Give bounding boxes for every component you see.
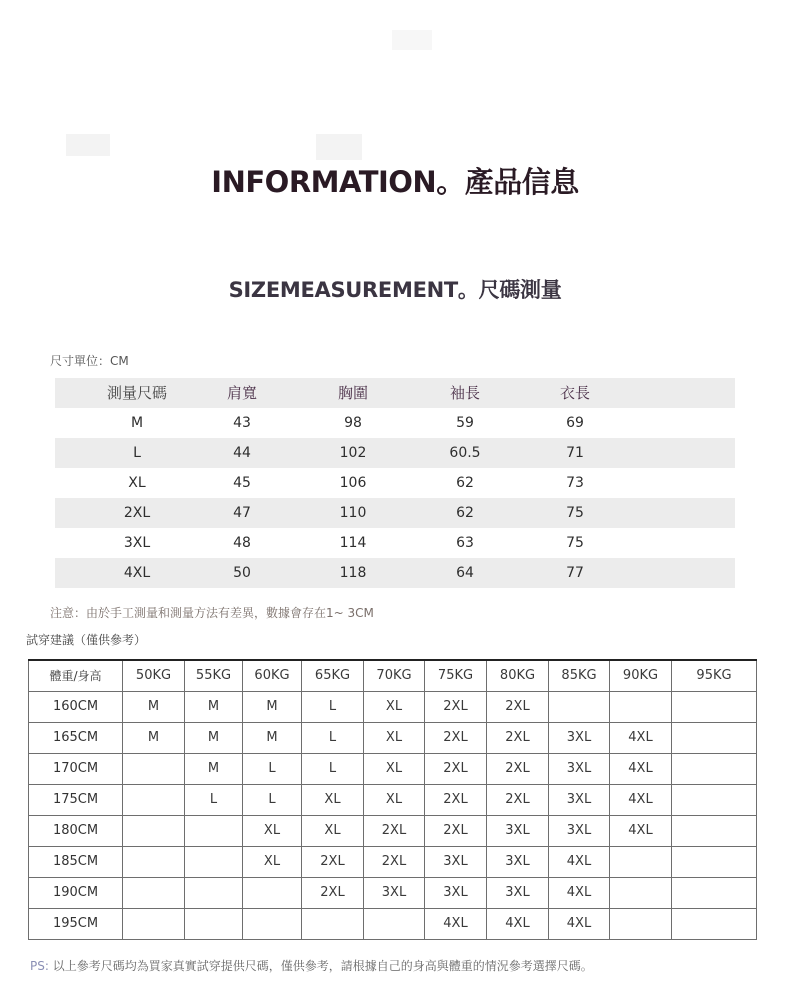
size-suggestion-cell: 3XL	[549, 784, 610, 815]
fit-suggestion-title: 試穿建議（僅供參考）	[26, 633, 147, 647]
size-suggestion-cell	[123, 815, 185, 846]
size-suggestion-cell: 2XL	[425, 815, 487, 846]
size-cell: 69	[566, 415, 584, 431]
size-suggestion-cell	[672, 908, 757, 939]
size-suggestion-cell: 2XL	[487, 753, 549, 784]
size-suggestion-cell: XL	[302, 815, 364, 846]
size-suggestion-cell: L	[185, 784, 243, 815]
fit-table-header	[29, 660, 757, 691]
size-suggestion-cell: 2XL	[425, 784, 487, 815]
size-suggestion-cell: XL	[243, 846, 302, 877]
measurement-note: 注意：由於手工測量和測量方法有差異，數據會存在1~ 3CM	[50, 606, 374, 620]
size-suggestion-cell: 3XL	[549, 815, 610, 846]
height-cell: 180CM	[29, 815, 123, 846]
fit-table-row	[29, 691, 757, 722]
size-suggestion-cell: 3XL	[549, 722, 610, 753]
height-cell: 185CM	[29, 846, 123, 877]
size-suggestion-cell	[123, 846, 185, 877]
size-table-header	[55, 378, 735, 408]
weight-header-cell: 65KG	[302, 660, 364, 691]
weight-header-cell: 55KG	[185, 660, 243, 691]
weight-header-cell: 90KG	[610, 660, 672, 691]
size-cell: L	[133, 445, 141, 461]
size-cell: 43	[233, 415, 251, 431]
weight-header-cell: 70KG	[364, 660, 425, 691]
size-suggestion-cell: 3XL	[549, 753, 610, 784]
size-suggestion-cell: 4XL	[549, 846, 610, 877]
size-suggestion-cell	[672, 846, 757, 877]
size-cell: 71	[566, 445, 584, 461]
height-cell: 170CM	[29, 753, 123, 784]
fit-table-row	[29, 784, 757, 815]
size-suggestion-cell	[185, 908, 243, 939]
size-cell: 118	[339, 565, 367, 581]
size-suggestion-cell: XL	[364, 722, 425, 753]
size-cell: 98	[344, 415, 362, 431]
size-suggestion-cell: L	[302, 691, 364, 722]
size-cell: 62	[456, 505, 474, 521]
size-cell: M	[130, 415, 144, 431]
weight-header-cell: 75KG	[425, 660, 487, 691]
fit-table-row	[29, 908, 757, 939]
size-suggestion-cell: 4XL	[549, 877, 610, 908]
size-suggestion-cell	[672, 815, 757, 846]
size-suggestion-cell: 3XL	[487, 815, 549, 846]
size-suggestion-cell	[610, 846, 672, 877]
size-suggestion-cell: 2XL	[425, 753, 487, 784]
size-suggestion-cell: 3XL	[425, 846, 487, 877]
faded-artifact	[66, 134, 110, 156]
size-suggestion-cell	[243, 877, 302, 908]
size-table-row	[55, 468, 735, 498]
size-cell: 3XL	[123, 535, 151, 551]
size-cell: 48	[233, 535, 251, 551]
size-header-cell: 胸圍	[337, 384, 368, 402]
size-table-row	[55, 438, 735, 468]
fit-table-row	[29, 877, 757, 908]
size-measurement-table	[55, 378, 735, 588]
size-suggestion-cell: M	[185, 691, 243, 722]
size-suggestion-cell: 3XL	[425, 877, 487, 908]
size-suggestion-cell	[123, 753, 185, 784]
size-header-cell: 袖長	[449, 384, 480, 402]
size-suggestion-cell: 2XL	[364, 846, 425, 877]
size-suggestion-cell: 2XL	[364, 815, 425, 846]
size-cell: 63	[456, 535, 474, 551]
size-suggestion-cell: M	[185, 722, 243, 753]
fit-table-row	[29, 722, 757, 753]
size-header-cell: 衣長	[559, 384, 590, 402]
size-suggestion-cell	[672, 753, 757, 784]
size-suggestion-cell: 4XL	[549, 908, 610, 939]
size-cell: 75	[566, 505, 584, 521]
size-suggestion-cell: M	[243, 691, 302, 722]
size-cell: 44	[233, 445, 251, 461]
size-cell: 114	[339, 535, 367, 551]
size-suggestion-cell: 2XL	[302, 846, 364, 877]
size-suggestion-cell	[123, 877, 185, 908]
fit-table-row	[29, 846, 757, 877]
size-cell: 64	[456, 565, 474, 581]
weight-header-cell: 85KG	[549, 660, 610, 691]
size-suggestion-cell: XL	[364, 691, 425, 722]
weight-header-cell: 80KG	[487, 660, 549, 691]
size-table-row	[55, 528, 735, 558]
size-cell: 50	[233, 565, 251, 581]
size-suggestion-cell: XL	[243, 815, 302, 846]
size-suggestion-cell: 2XL	[425, 722, 487, 753]
size-suggestion-cell	[185, 877, 243, 908]
size-suggestion-cell	[123, 908, 185, 939]
size-cell: 47	[233, 505, 251, 521]
fit-suggestion-table	[28, 659, 757, 940]
faded-artifact	[392, 30, 432, 50]
size-cell: 73	[566, 475, 584, 491]
size-cell: 75	[566, 535, 584, 551]
height-cell: 195CM	[29, 908, 123, 939]
page-title: INFORMATION。產品信息	[211, 165, 579, 199]
weight-header-cell: 50KG	[123, 660, 185, 691]
size-cell: 45	[233, 475, 251, 491]
size-header-cell: 肩寬	[226, 384, 257, 402]
size-suggestion-cell: 4XL	[610, 753, 672, 784]
size-suggestion-cell: 2XL	[487, 691, 549, 722]
size-suggestion-cell	[364, 908, 425, 939]
size-suggestion-cell	[672, 784, 757, 815]
size-suggestion-cell	[672, 691, 757, 722]
size-suggestion-cell: L	[243, 784, 302, 815]
size-suggestion-cell: L	[302, 722, 364, 753]
size-suggestion-cell: 4XL	[610, 784, 672, 815]
size-suggestion-cell: 2XL	[487, 722, 549, 753]
size-cell: 106	[339, 475, 367, 491]
fit-corner-cell: 體重/身高	[29, 660, 123, 691]
size-table-row	[55, 498, 735, 528]
size-suggestion-cell: 2XL	[302, 877, 364, 908]
size-suggestion-cell: 2XL	[487, 784, 549, 815]
height-cell: 175CM	[29, 784, 123, 815]
unit-label: 尺寸單位：CM	[50, 354, 129, 368]
size-suggestion-cell: M	[243, 722, 302, 753]
size-suggestion-cell: 3XL	[487, 846, 549, 877]
size-cell: 2XL	[123, 505, 151, 521]
size-cell: 59	[456, 415, 474, 431]
size-suggestion-cell: XL	[364, 784, 425, 815]
size-suggestion-cell	[610, 877, 672, 908]
size-suggestion-cell: M	[185, 753, 243, 784]
section-subtitle: SIZEMEASUREMENT。尺碼測量	[228, 278, 562, 302]
size-suggestion-cell	[672, 722, 757, 753]
size-suggestion-cell: 4XL	[610, 722, 672, 753]
size-suggestion-cell: M	[123, 691, 185, 722]
size-suggestion-cell: 3XL	[487, 877, 549, 908]
height-cell: 165CM	[29, 722, 123, 753]
size-suggestion-cell	[302, 908, 364, 939]
size-suggestion-cell	[672, 877, 757, 908]
size-suggestion-cell: 4XL	[425, 908, 487, 939]
size-cell: 77	[566, 565, 584, 581]
size-cell: XL	[128, 475, 146, 491]
size-suggestion-cell	[549, 691, 610, 722]
weight-header-cell: 60KG	[243, 660, 302, 691]
size-table-row	[55, 558, 735, 588]
size-suggestion-cell: 4XL	[487, 908, 549, 939]
size-suggestion-cell	[610, 908, 672, 939]
size-suggestion-cell	[243, 908, 302, 939]
ps-label: PS:	[30, 959, 49, 973]
weight-header-cell: 95KG	[672, 660, 757, 691]
size-suggestion-cell: 2XL	[425, 691, 487, 722]
fit-table-row	[29, 753, 757, 784]
size-header-cell: 測量尺碼	[106, 384, 167, 402]
size-cell: 4XL	[123, 565, 151, 581]
size-suggestion-cell: L	[302, 753, 364, 784]
size-suggestion-cell	[185, 846, 243, 877]
size-suggestion-cell	[123, 784, 185, 815]
ps-text: 以上參考尺碼均為買家真實試穿提供尺碼，僅供參考，請根據自己的身高與體重的情況參考選擇尺碼。	[52, 959, 593, 973]
size-table-row	[55, 408, 735, 438]
size-suggestion-cell: XL	[364, 753, 425, 784]
size-suggestion-cell	[185, 815, 243, 846]
fit-table-row	[29, 815, 757, 846]
size-suggestion-cell: 4XL	[610, 815, 672, 846]
size-cell: 102	[339, 445, 367, 461]
footer-note	[30, 957, 593, 974]
height-cell: 160CM	[29, 691, 123, 722]
size-suggestion-cell	[610, 691, 672, 722]
size-suggestion-cell: XL	[302, 784, 364, 815]
size-suggestion-cell: 3XL	[364, 877, 425, 908]
size-cell: 110	[339, 505, 367, 521]
size-suggestion-cell: L	[243, 753, 302, 784]
faded-artifact	[316, 134, 362, 160]
size-cell: 62	[456, 475, 474, 491]
height-cell: 190CM	[29, 877, 123, 908]
size-cell: 60.5	[449, 445, 481, 461]
size-suggestion-cell: M	[123, 722, 185, 753]
